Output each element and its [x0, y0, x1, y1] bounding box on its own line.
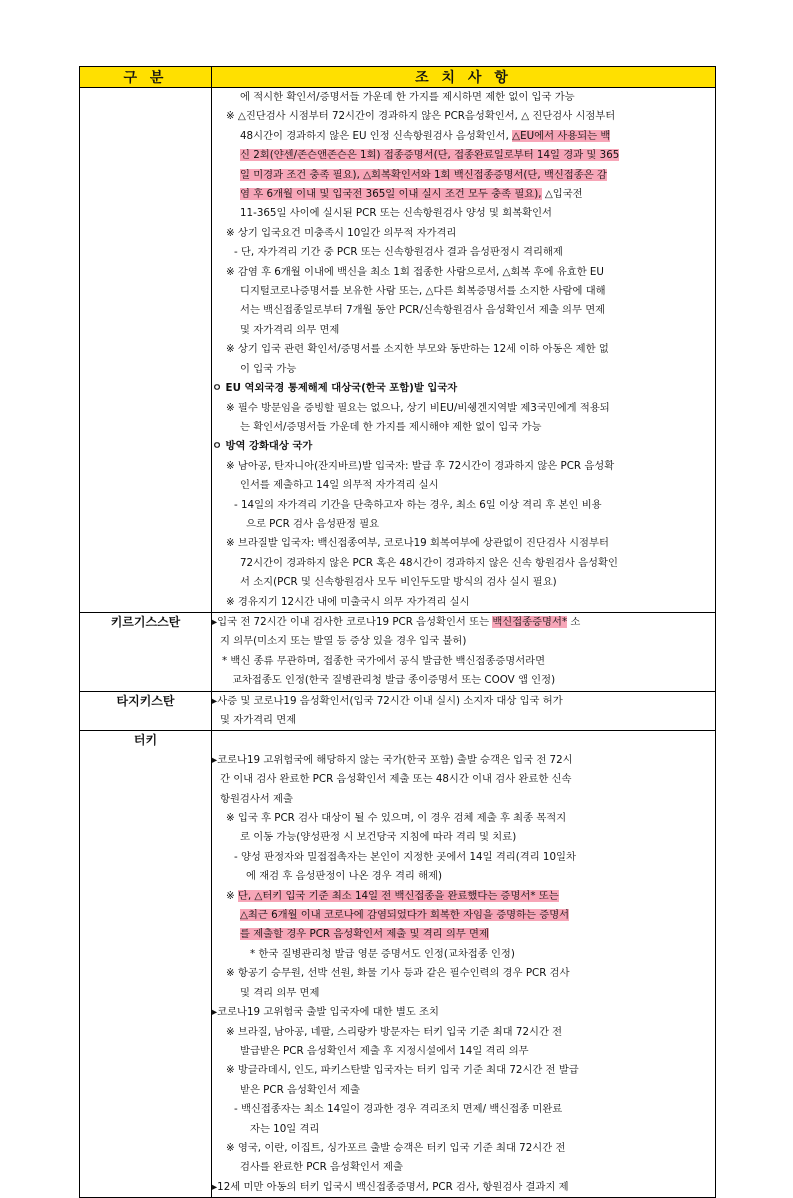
text-segment: 자는 10일 격리 [250, 1122, 320, 1135]
text-line [212, 925, 715, 944]
text-segment: ※ [226, 889, 238, 902]
text-line [212, 573, 715, 592]
highlighted-text: 단, △터키 입국 기준 최소 14일 전 백신접종을 완료했다는 증명서* 또는 [237, 889, 559, 902]
text-segment: 교차접종도 인정(한국 질병관리청 발급 종이증명서 또는 COOV 앱 인정) [232, 674, 556, 687]
text-segment: ㅇ 방역 강화대상 국가 [212, 440, 313, 453]
text-line [212, 204, 715, 223]
highlighted-text: △최근 6개월 이내 코로나에 감염되었다가 회복한 자임을 증명하는 증명서 [240, 909, 570, 922]
text-segment: ※ 방글라데시, 인도, 파키스탄발 입국자는 터키 입국 기준 최대 72시간 전 발급 [226, 1064, 579, 1077]
text-segment: * 백신 종류 무관하며, 접종한 국가에서 공식 발급한 백신접종증명서라면 [222, 654, 546, 667]
text-line [212, 457, 715, 476]
text-segment: ※ 브라질, 남아공, 네팔, 스리랑카 방문자는 터키 입국 기준 최대 72시간 전 [226, 1025, 563, 1038]
table-row [80, 88, 716, 613]
text-line [212, 88, 715, 107]
text-line [212, 809, 715, 828]
text-segment: 11-365일 사이에 실시된 PCR 또는 신속항원검사 양성 및 회복확인서 [240, 207, 552, 220]
text-segment: ▸코로나19 고위험국에 해당하지 않는 국가(한국 포함) 출발 승객은 입국 전 72시 [212, 753, 573, 766]
text-line [212, 770, 715, 789]
text-segment: ※ 감염 후 6개월 이내에 백신을 최소 1회 접종한 사람으로서, △회복 후에 유효한 EU [226, 265, 604, 278]
text-segment: 에 적시한 확인서/증명서들 가운데 한 가지를 제시하면 제한 없이 입국 가능 [240, 91, 575, 103]
text-segment: ※ 경유지기 12시간 내에 미출국시 의무 자가격리 실시 [226, 595, 470, 608]
text-line [212, 263, 715, 282]
text-line [212, 1042, 715, 1061]
text-line [212, 1003, 715, 1022]
highlighted-text: 신 2회(얀센/존슨앤존슨은 1회) 접종증명서(단, 접종완료일로부터 14일 경과 및 365 [240, 149, 620, 162]
text-line [212, 185, 715, 204]
highlighted-text: 백신접종증명서* [492, 615, 568, 628]
text-line [212, 652, 715, 671]
text-line [212, 1158, 715, 1177]
text-line [212, 496, 715, 515]
text-segment: 검사를 완료한 PCR 음성확인서 제출 [240, 1161, 403, 1174]
text-line [212, 867, 715, 886]
text-line [212, 107, 715, 126]
text-line [212, 671, 715, 690]
text-segment: 인서를 제출하고 14일 의무적 자가격리 실시 [240, 479, 439, 492]
text-line [212, 418, 715, 437]
header-measures: 조 치 사 항 [212, 67, 716, 88]
text-line [212, 301, 715, 320]
text-line [212, 282, 715, 301]
text-line [212, 515, 715, 534]
text-segment: ▸12세 미만 아동의 터키 입국시 백신접종증명서, PCR 검사, 항원검사 결과지 제 [212, 1180, 569, 1193]
text-line [212, 632, 715, 651]
table-row [80, 691, 716, 731]
text-segment: 으로 PCR 검사 음성판정 필요 [246, 517, 380, 530]
text-segment: 48시간이 경과하지 않은 EU 인정 신속항원검사 음성확인서, [240, 129, 513, 142]
text-segment: 에 재검 후 음성판정이 나온 경우 격리 해제) [246, 870, 443, 883]
text-line [212, 751, 715, 770]
text-line [212, 828, 715, 847]
text-line [212, 224, 715, 243]
text-segment: 서 소지(PCR 및 신속항원검사 모두 비인두도말 방식의 검사 실시 필요) [240, 576, 557, 589]
measures-cell [212, 731, 716, 1198]
text-segment: 및 자가격리 의무 면제 [240, 323, 340, 336]
text-line [212, 1081, 715, 1100]
text-line [212, 1120, 715, 1139]
category-cell [80, 731, 212, 1198]
text-segment: - 양성 판정자와 밀접접촉자는 본인이 지정한 곳에서 14일 격리(격리 10일차 [234, 850, 576, 863]
text-segment: 및 자가격리 면제 [220, 714, 297, 726]
text-segment: 는 확인서/증명서들 가운데 한 가지를 제시해야 제한 없이 입국 가능 [240, 420, 542, 433]
text-line [212, 1100, 715, 1119]
highlighted-text: 염 후 6개월 이내 및 입국전 365일 이내 실시 조건 모두 충족 필요), [240, 188, 542, 201]
highlighted-text: △EU에서 사용되는 백 [512, 129, 611, 142]
text-segment: 소 [567, 615, 581, 628]
text-segment: - 백신접종자는 최소 14일이 경과한 경우 격리조치 면제/ 백신접종 미완료 [234, 1103, 563, 1116]
text-line [212, 613, 715, 632]
text-line [212, 399, 715, 418]
text-line [212, 1139, 715, 1158]
text-line [212, 340, 715, 359]
text-segment: ※ 영국, 이란, 이집트, 싱가포르 출발 승객은 터키 입국 기준 최대 72시간 전 [226, 1141, 566, 1154]
text-segment: 디지털코로나증명서를 보유한 사람 또는, △다른 회복증명서를 소지한 사람에 대해 [240, 285, 606, 298]
text-segment: ※ 브라질발 입국자: 백신접종여부, 코로나19 회복여부에 상관없이 진단검사 시점부터 [226, 537, 609, 550]
text-segment: 서는 백신접종일로부터 7개월 동안 PCR/신속항원검사 음성확인서 제출 의무 면제 [240, 304, 606, 317]
category-cell [80, 691, 212, 731]
text-line [212, 534, 715, 553]
text-segment: ※ 상기 입국 관련 확인서/증명서를 소지한 부모와 동반하는 12세 이하 아동은 제한 없 [226, 343, 609, 356]
category-label: 타지키스탄 [116, 693, 175, 708]
highlighted-text: 를 제출할 경우 PCR 음성확인서 제출 및 격리 의무 면제 [240, 928, 489, 941]
text-line [212, 731, 715, 750]
measures-cell [212, 691, 716, 731]
category-cell [80, 88, 212, 613]
table-row [80, 612, 716, 691]
text-segment: 로 이동 가능(양성판정 시 보건당국 지침에 따라 격리 및 치료) [240, 831, 517, 844]
measures-cell [212, 612, 716, 691]
text-line [212, 437, 715, 456]
text-line [212, 243, 715, 262]
category-cell [80, 612, 212, 691]
text-line [212, 964, 715, 983]
text-line [212, 379, 715, 398]
text-line [212, 790, 715, 809]
text-line [212, 1178, 715, 1197]
text-segment: 간 이내 검사 완료한 PCR 음성확인서 제출 또는 48시간 이내 검사 완료한 신속 [220, 773, 572, 786]
text-segment: 발급받은 PCR 음성확인서 제출 후 지정시설에서 14일 격리 의무 [240, 1044, 529, 1057]
text-line [212, 984, 715, 1003]
text-segment: ▸사증 및 코로나19 음성확인서(입국 72시간 이내 실시) 소지자 대상 입국 허가 [212, 694, 563, 707]
text-segment: ▸코로나19 고위험국 출발 입국자에 대한 별도 조치 [212, 1006, 439, 1019]
highlighted-text: 일 미경과 조건 충족 필요), △회복확인서와 1회 백신접종증명서(단, 백신접종은 감 [240, 168, 607, 181]
text-segment: △입국전 [541, 188, 583, 201]
text-segment: ㅇ EU 역외국경 통제해제 대상국(한국 포함)발 입국자 [212, 382, 458, 395]
measures-table [79, 66, 716, 1198]
text-segment: ※ 남아공, 탄자니아(잔지바르)발 입국자: 발급 후 72시간이 경과하지 않은 PCR 음성확 [226, 459, 615, 472]
text-segment: ▸입국 전 72시간 이내 검사한 코로나19 PCR 음성확인서 또는 [212, 615, 493, 628]
text-line [212, 887, 715, 906]
text-line [212, 945, 715, 964]
text-segment: ※ △진단검사 시점부터 72시간이 경과하지 않은 PCR음성확인서, △ 진단검사 시점부터 [226, 110, 616, 123]
table-header-row [80, 67, 716, 88]
text-segment: ※ 필수 방문임을 증빙할 필요는 없으나, 상기 비EU/비쉥겐지역발 제3국민에게 적용되 [226, 401, 610, 414]
text-segment: - 단, 자가격리 기간 중 PCR 또는 신속항원검사 결과 음성판정시 격리해제 [234, 246, 563, 259]
text-line [212, 321, 715, 340]
category-label: 키르기스스탄 [110, 614, 181, 629]
text-line [212, 593, 715, 612]
text-line [212, 476, 715, 495]
text-segment: ※ 상기 입국요건 미충족시 10일간 의무적 자가격리 [226, 226, 457, 239]
text-segment: 72시간이 경과하지 않은 PCR 혹은 48시간이 경과하지 않은 신속 항원검사 음성확인 [240, 556, 618, 569]
text-segment: 및 격리 의무 면제 [240, 986, 320, 999]
text-line [212, 127, 715, 146]
text-segment: 지 의무(미소지 또는 발열 등 증상 있을 경우 입국 불허) [220, 635, 467, 648]
table-row [80, 731, 716, 1198]
text-segment: - 14일의 자가격리 기간을 단축하고자 하는 경우, 최소 6일 이상 격리 후 본인 비용 [234, 498, 602, 511]
category-label: 터키 [133, 733, 158, 748]
text-segment: 받은 PCR 음성확인서 제출 [240, 1083, 360, 1096]
text-line [212, 166, 715, 185]
text-segment: * 한국 질병관리청 발급 영문 증명서도 인정(교차접종 인정) [250, 947, 515, 960]
text-line [212, 360, 715, 379]
text-segment: 이 입국 가능 [240, 362, 297, 375]
header-category: 구 분 [80, 67, 212, 88]
text-line [212, 906, 715, 925]
text-line [212, 1061, 715, 1080]
text-segment: 항원검사서 제출 [220, 792, 293, 805]
text-line [212, 1023, 715, 1042]
text-segment: ※ 입국 후 PCR 검사 대상이 될 수 있으며, 이 경우 검체 제출 후 최종 목적지 [226, 812, 567, 825]
text-line [212, 692, 715, 711]
measures-cell [212, 88, 716, 613]
text-line [212, 554, 715, 573]
text-line [212, 146, 715, 165]
text-line [212, 848, 715, 867]
text-segment: ※ 항공기 승무원, 선박 선원, 화물 기사 등과 같은 필수인력의 경우 PCR 검사 [226, 967, 570, 980]
text-line [212, 711, 715, 730]
